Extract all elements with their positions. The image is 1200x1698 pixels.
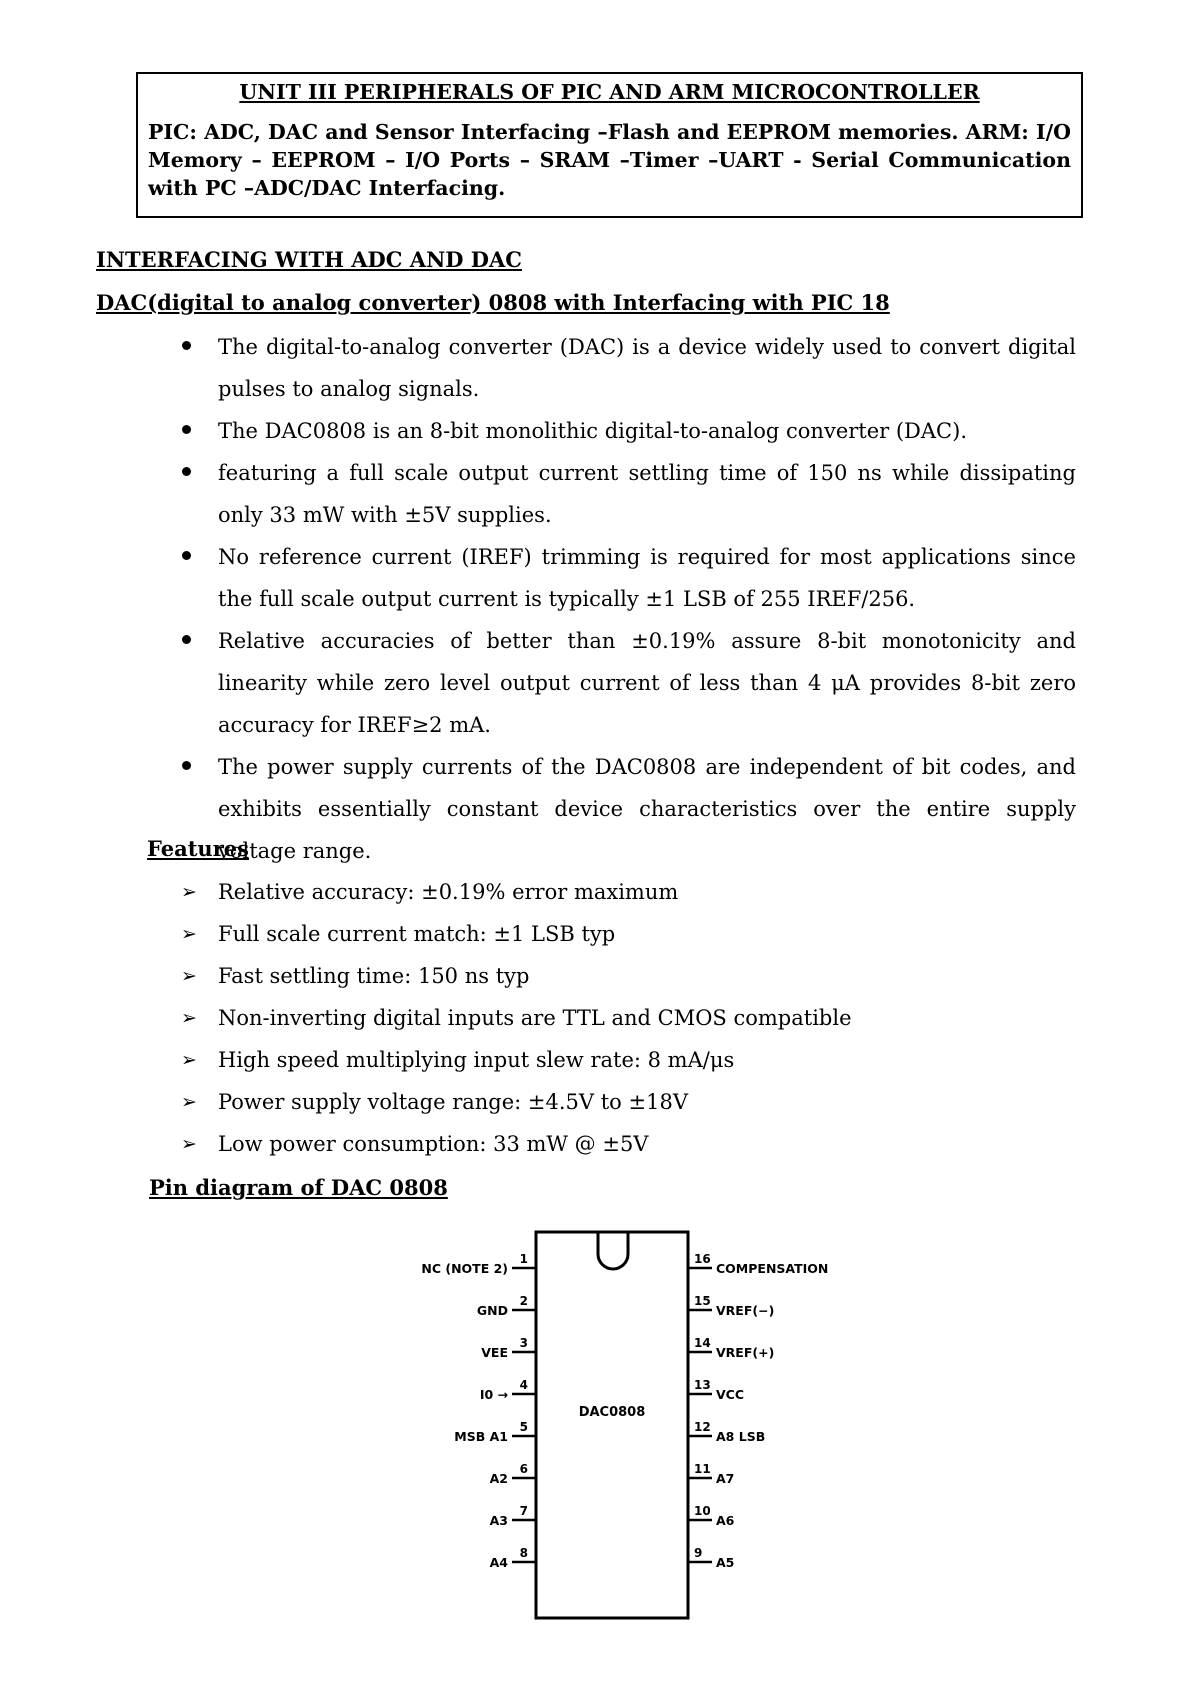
pin-3-label: VEE: [481, 1345, 508, 1360]
features-heading: Features: [147, 836, 249, 861]
list-item: ➢ High speed multiplying input slew rate: 8 mA/μs: [218, 1039, 1076, 1081]
features-list: [181, 871, 1076, 1165]
pin-4-label: I0 →: [479, 1387, 508, 1402]
pin-14-number: 14: [694, 1336, 711, 1350]
right-pins: [688, 1252, 828, 1570]
list-item: ➢ Low power consumption: 33 mW @ ±5V: [218, 1123, 1076, 1165]
list-item: ➢ Power supply voltage range: ±4.5V to ±18V: [218, 1081, 1076, 1123]
pin-11-label: A7: [716, 1471, 735, 1486]
pin-9-number: 9: [694, 1546, 703, 1560]
unit-header-box: [136, 72, 1083, 218]
pin-7-label: A3: [489, 1513, 508, 1528]
pin-3-number: 3: [519, 1336, 528, 1350]
list-item: The power supply currents of the DAC0808 are independent of bit codes, and exhibits essentially constant device characteristics over the entire supply voltage range.: [218, 746, 1076, 872]
arrow-bullet-icon: ➢: [181, 923, 197, 945]
list-item: featuring a full scale output current settling time of 150 ns while dissipating only 33 mW with ±5V supplies.: [218, 452, 1076, 536]
bullet-list: [218, 326, 1076, 872]
pin-4-number: 4: [519, 1378, 528, 1392]
unit-title: UNIT III PERIPHERALS OF PIC AND ARM MICROCONTROLLER: [239, 80, 980, 104]
pin-6-number: 6: [519, 1462, 528, 1476]
pin-9-label: A5: [716, 1555, 735, 1570]
bullet-icon: [182, 635, 191, 644]
pin-10-number: 10: [694, 1504, 711, 1518]
bullet-icon: [182, 467, 191, 476]
left-pins: [421, 1252, 536, 1570]
pin-16-label: COMPENSATION: [716, 1261, 829, 1276]
list-item: The DAC0808 is an 8-bit monolithic digital-to-analog converter (DAC).: [218, 410, 1076, 452]
pin-13-label: VCC: [716, 1387, 745, 1402]
pin-2-number: 2: [519, 1294, 528, 1308]
pin-5-label: MSB A1: [454, 1429, 508, 1444]
bullet-icon: [182, 761, 191, 770]
pin-diagram-heading: Pin diagram of DAC 0808: [149, 1175, 448, 1200]
chip-name: DAC0808: [578, 1405, 646, 1420]
pin-15-label: VREF(−): [716, 1303, 775, 1318]
pin-16-number: 16: [694, 1252, 711, 1266]
pin-1-number: 1: [519, 1252, 528, 1266]
list-item: Relative accuracies of better than ±0.19% assure 8-bit monotonicity and linearity while zero level output current of less than 4 μA provides 8-bit zero accuracy for IREF≥2 mA.: [218, 620, 1076, 746]
bullet-icon: [182, 551, 191, 560]
arrow-bullet-icon: ➢: [181, 1007, 197, 1029]
arrow-bullet-icon: ➢: [181, 1133, 197, 1155]
bullet-icon: [182, 341, 191, 350]
list-item: ➢ Fast settling time: 150 ns typ: [218, 955, 1076, 997]
subsection-heading: DAC(digital to analog converter) 0808 with Interfacing with PIC 18: [96, 290, 890, 315]
pin-diagram: [400, 1200, 860, 1630]
arrow-bullet-icon: ➢: [181, 1091, 197, 1113]
pin-7-number: 7: [519, 1504, 528, 1518]
pin-8-label: A4: [489, 1555, 508, 1570]
list-item: No reference current (IREF) trimming is required for most applications since the full scale output current is typically ±1 LSB of 255 IREF/256.: [218, 536, 1076, 620]
arrow-bullet-icon: ➢: [181, 1049, 197, 1071]
list-item: ➢ Full scale current match: ±1 LSB typ: [218, 913, 1076, 955]
pin-12-number: 12: [694, 1420, 711, 1434]
arrow-bullet-icon: ➢: [181, 881, 197, 903]
pin-15-number: 15: [694, 1294, 711, 1308]
pin-14-label: VREF(+): [716, 1345, 775, 1360]
pin-6-label: A2: [489, 1471, 508, 1486]
pin-2-label: GND: [476, 1303, 508, 1318]
pin-5-number: 5: [519, 1420, 528, 1434]
pin-10-label: A6: [716, 1513, 735, 1528]
list-item: ➢ Relative accuracy: ±0.19% error maximum: [218, 871, 1076, 913]
pin-13-number: 13: [694, 1378, 711, 1392]
pin-1-label: NC (NOTE 2): [421, 1261, 508, 1276]
list-item: ➢ Non-inverting digital inputs are TTL and CMOS compatible: [218, 997, 1076, 1039]
bullet-icon: [182, 425, 191, 434]
pin-8-number: 8: [519, 1546, 528, 1560]
chip-body: [536, 1232, 688, 1618]
section-heading: INTERFACING WITH ADC AND DAC: [96, 247, 522, 272]
unit-syllabus: PIC: ADC, DAC and Sensor Interfacing –Flash and EEPROM memories. ARM: I/O Memory – EEPROM – I/O Ports – SRAM –Timer –UART - Serial Communication with PC –ADC/DAC Interfacing.: [148, 120, 1071, 200]
arrow-bullet-icon: ➢: [181, 965, 197, 987]
pin-11-number: 11: [694, 1462, 711, 1476]
pin-12-label: A8 LSB: [716, 1429, 766, 1444]
list-item: The digital-to-analog converter (DAC) is a device widely used to convert digital pulses to analog signals.: [218, 326, 1076, 410]
